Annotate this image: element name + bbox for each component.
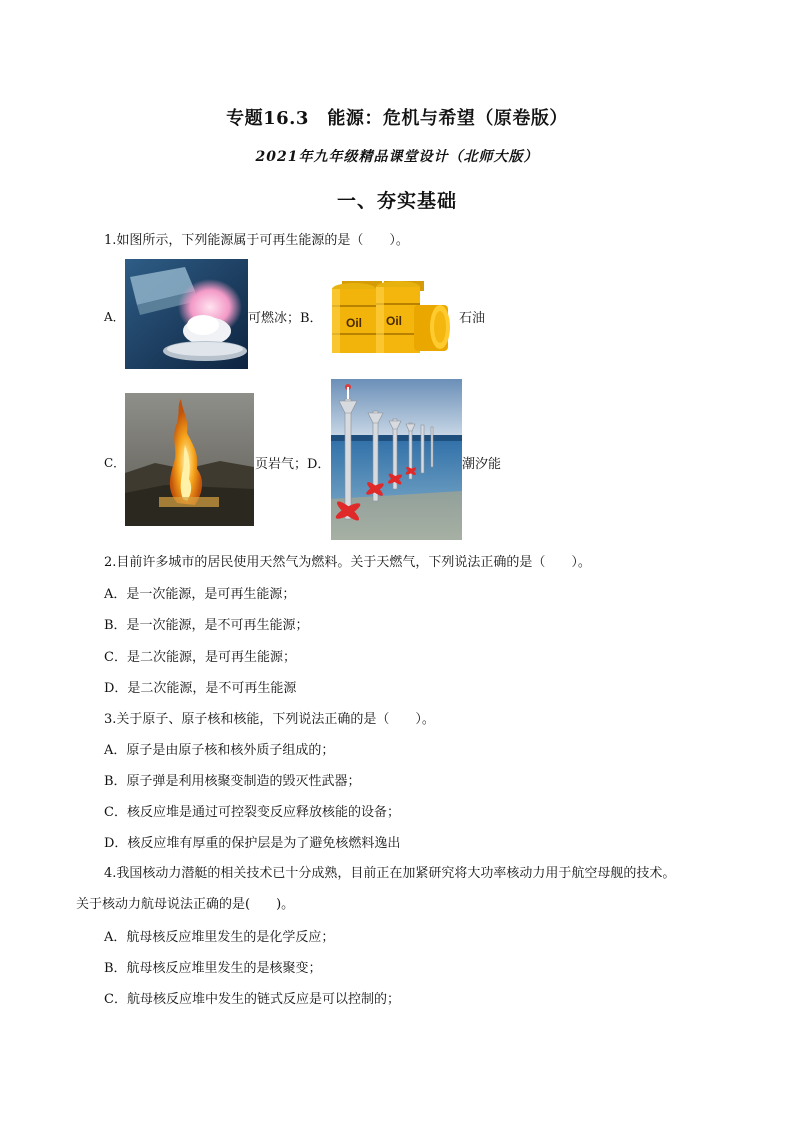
q3-option-d: D．核反应堆有厚重的保护层是为了避免核燃料逸出 bbox=[104, 836, 401, 851]
barrel-oil-label-1: Oil bbox=[346, 316, 363, 330]
q1-option-a-caption: 可燃冰；B． bbox=[248, 311, 323, 326]
q1-option-c-caption: 页岩气；D． bbox=[255, 457, 331, 472]
q1-image-b bbox=[326, 275, 456, 357]
q1-image-d bbox=[331, 379, 462, 540]
q1-option-d-caption: 潮汐能 bbox=[462, 457, 502, 472]
q1-stem: 1.如图所示，下列能源属于可再生能源的是（ ）。 bbox=[104, 233, 409, 248]
q1-option-c-letter: C． bbox=[104, 456, 126, 470]
document-title: 专题16.3 能源：危机与希望（原卷版） bbox=[226, 108, 568, 129]
q4-option-b: B．航母核反应堆里发生的是核聚变； bbox=[104, 961, 322, 976]
document-subtitle: 2021年九年级精品课堂设计（北师大版） bbox=[255, 149, 539, 165]
q3-stem: 3.关于原子、原子核和核能，下列说法正确的是（ ）。 bbox=[104, 712, 435, 727]
q4-stem-line2: 关于核动力航母说法正确的是( )。 bbox=[76, 897, 295, 912]
q1-image-a bbox=[125, 259, 248, 369]
q2-option-a: A．是一次能源，是可再生能源； bbox=[104, 587, 296, 602]
q4-stem-line1: 4.我国核动力潜艇的相关技术已十分成熟，目前正在加紧研究将大功率核动力用于航空母舰的技术。 bbox=[104, 866, 676, 881]
q1-option-b-caption: 石油 bbox=[459, 311, 486, 326]
q3-option-a: A．原子是由原子核和核外质子组成的； bbox=[104, 743, 335, 758]
q1-image-c bbox=[125, 393, 254, 526]
q3-option-b: B．原子弹是利用核聚变制造的毁灭性武器； bbox=[104, 774, 361, 789]
section-heading: 一、夯实基础 bbox=[336, 190, 457, 212]
q3-option-c: C．核反应堆是通过可控裂变反应释放核能的设备； bbox=[104, 805, 400, 820]
q2-option-c: C．是二次能源，是可再生能源； bbox=[104, 650, 296, 665]
q4-option-c: C．航母核反应堆中发生的链式反应是可以控制的； bbox=[104, 992, 400, 1007]
q1-option-a-letter: A． bbox=[104, 310, 125, 324]
barrel-oil-label-2: Oil bbox=[386, 314, 403, 328]
q2-option-d: D．是二次能源，是不可再生能源 bbox=[104, 681, 297, 696]
q4-option-a: A．航母核反应堆里发生的是化学反应； bbox=[104, 930, 335, 945]
q2-stem: 2.目前许多城市的居民使用天然气为燃料。关于天燃气，下列说法正确的是（ ）。 bbox=[104, 555, 591, 570]
q2-option-b: B．是一次能源，是不可再生能源； bbox=[104, 618, 309, 633]
